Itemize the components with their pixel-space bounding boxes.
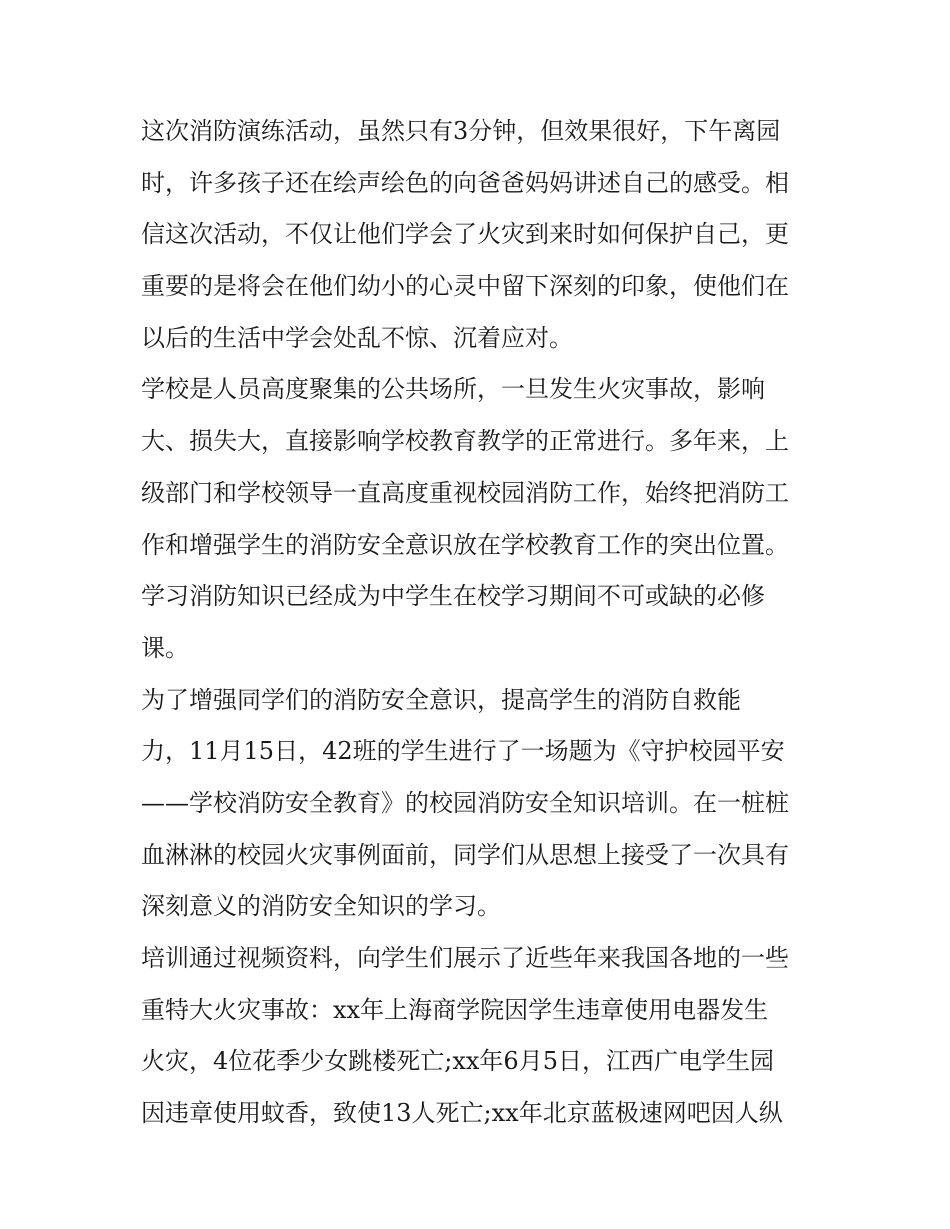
text-line: 火灾，4位花季少女跳楼死亡;xx年6月5日，江西广电学生园 (141, 1047, 774, 1076)
text-line: 时，许多孩子还在绘声绘色的向爸爸妈妈讲述自己的感受。相 (141, 168, 789, 197)
text-line: 力，11月15日，42班的学生进行了一场题为《守护校园平安 (141, 737, 785, 766)
text-line: 深刻意义的消防安全知识的学习。 (141, 892, 501, 921)
text-line: 级部门和学校领导一直高度重视校园消防工作，始终把消防工 (141, 478, 789, 507)
text-line: 因违章使用蚊香，致使13人死亡;xx年北京蓝极速网吧因人纵 (141, 1099, 783, 1128)
text-line: 大、损失大，直接影响学校教育教学的正常进行。多年来，上 (141, 427, 789, 456)
text-line: 学校是人员高度聚集的公共场所，一旦发生火灾事故，影响 (141, 375, 765, 404)
document-body (141, 106, 813, 1140)
text-line: 重要的是将会在他们幼小的心灵中留下深刻的印象，使他们在 (141, 272, 789, 301)
text-line: 学习消防知识已经成为中学生在校学习期间不可或缺的必修 (141, 582, 765, 611)
text-line: 这次消防演练活动，虽然只有3分钟，但效果很好，下午离园 (141, 117, 781, 145)
text-line: 以后的生活中学会处乱不惊、沉着应对。 (141, 323, 573, 352)
text-line: 为了增强同学们的消防安全意识，提高学生的消防自救能 (141, 685, 741, 714)
paragraph (141, 933, 813, 1140)
text-line: 信这次活动，不仅让他们学会了火灾到来时如何保护自己，更 (141, 220, 789, 249)
paragraph (141, 364, 813, 674)
text-line: 课。 (141, 633, 189, 662)
paragraph (141, 675, 813, 933)
text-line: 重特大火灾事故：xx年上海商学院因学生违章使用电器发生 (141, 995, 769, 1024)
text-line: 血淋淋的校园火灾事例面前，同学们从思想上接受了一次具有 (141, 840, 789, 869)
paragraph (141, 106, 813, 364)
text-line: 作和增强学生的消防安全意识放在学校教育工作的突出位置。 (141, 530, 789, 559)
text-line: ——学校消防安全教育》的校园消防安全知识培训。在一桩桩 (141, 788, 789, 817)
text-line: 培训通过视频资料，向学生们展示了近些年来我国各地的一些 (141, 944, 789, 972)
